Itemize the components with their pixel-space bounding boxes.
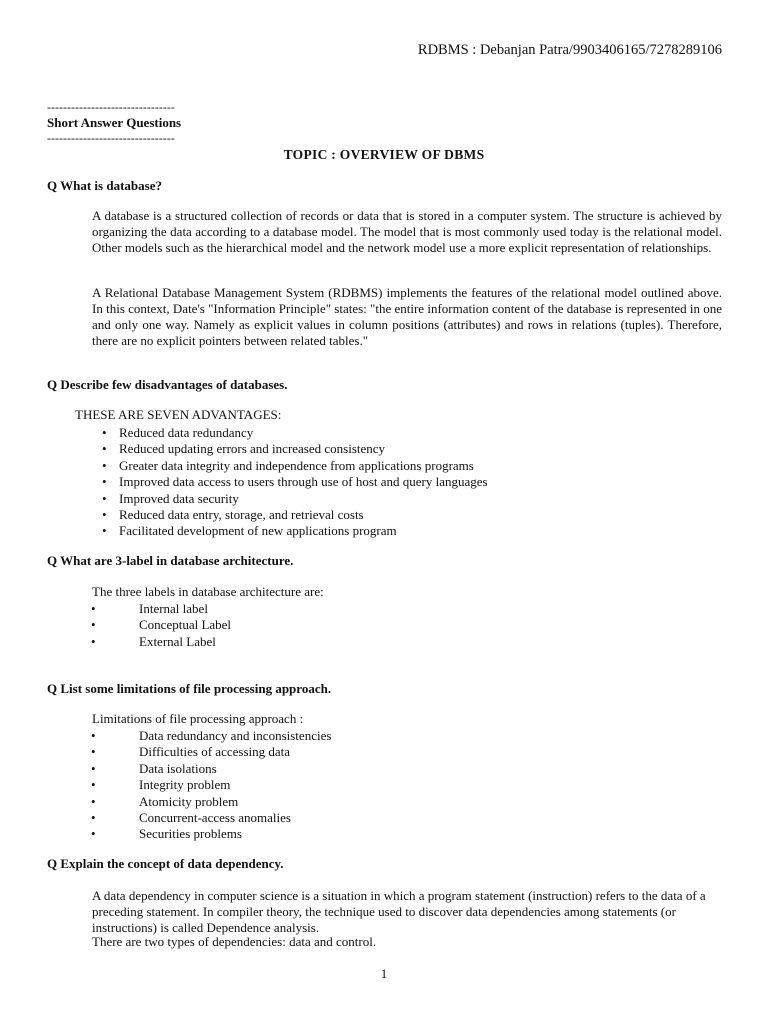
list-item: • Securities problems [91,826,331,842]
question-heading: Q Describe few disadvantages of databases. [47,377,288,392]
question-heading: Q Explain the concept of data dependency. [47,856,284,871]
question-heading: Q What is database? [47,178,162,193]
section-title: Short Answer Questions [47,115,182,130]
list-item: • Integrity problem [91,777,331,793]
list-item: • Improved data access to users through use of host and query languages [100,474,488,490]
question-heading: Q What are 3-label in database architecture. [47,553,294,568]
list-item: • External Label [91,634,231,650]
list-item: • Conceptual Label [91,617,231,633]
section-divider-top: -------------------------------- [47,100,175,114]
advantages-list [100,425,488,540]
list-item: • Improved data security [100,491,488,507]
answer-last-line: There are two types of dependencies: data and control. [92,934,377,949]
list-intro: THESE ARE SEVEN ADVANTAGES: [75,407,282,422]
list-item: • Reduced updating errors and increased consistency [100,441,488,457]
running-header: RDBMS : Debanjan Patra/9903406165/7278289106 [417,42,722,58]
list-item: • Reduced data entry, storage, and retrieval costs [100,507,488,523]
page-number: 1 [380,966,388,981]
list-item: • Difficulties of accessing data [91,744,331,760]
answer-paragraph: A database is a structured collection of records or data that is stored in a computer system. The structure is achieved by organizing the data according to a database model. The model that is most commonly used today is the relational model. Other models such as the hierarchical model and the network model use a more explicit representation of relationships. [92,208,722,255]
limitations-list [91,728,331,843]
answer-paragraph: A Relational Database Management System (RDBMS) implements the features of the relational model outlined above. In this context, Date's "Information Principle" states: "the entire information content of the database is represented in one and only one way. Namely as explicit values in column positions (attributes) and rows in relations (tuples). Therefore, there are no explicit pointers between related tables." [92,285,722,348]
list-intro: The three labels in database architecture are: [92,584,324,599]
section-divider-bottom: -------------------------------- [47,131,175,145]
list-intro: Limitations of file processing approach : [92,711,304,726]
list-item: • Facilitated development of new applications program [100,523,488,539]
list-item: • Reduced data redundancy [100,425,488,441]
list-item: • Data redundancy and inconsistencies [91,728,331,744]
list-item: • Greater data integrity and independence from applications programs [100,458,488,474]
question-heading: Q List some limitations of file processing approach. [47,681,332,696]
list-item: • Atomicity problem [91,794,331,810]
architecture-levels-list [91,601,231,650]
answer-paragraph: A data dependency in computer science is a situation in which a program statement (instruction) refers to the data of a preceding statement. In compiler theory, the technique used to discover data dependencies among statements (or instructions) is called Dependence analysis. [92,888,706,935]
list-item: • Data isolations [91,761,331,777]
topic-heading: TOPIC : OVERVIEW OF DBMS [283,147,485,162]
list-item: • Concurrent-access anomalies [91,810,331,826]
list-item: • Internal label [91,601,231,617]
